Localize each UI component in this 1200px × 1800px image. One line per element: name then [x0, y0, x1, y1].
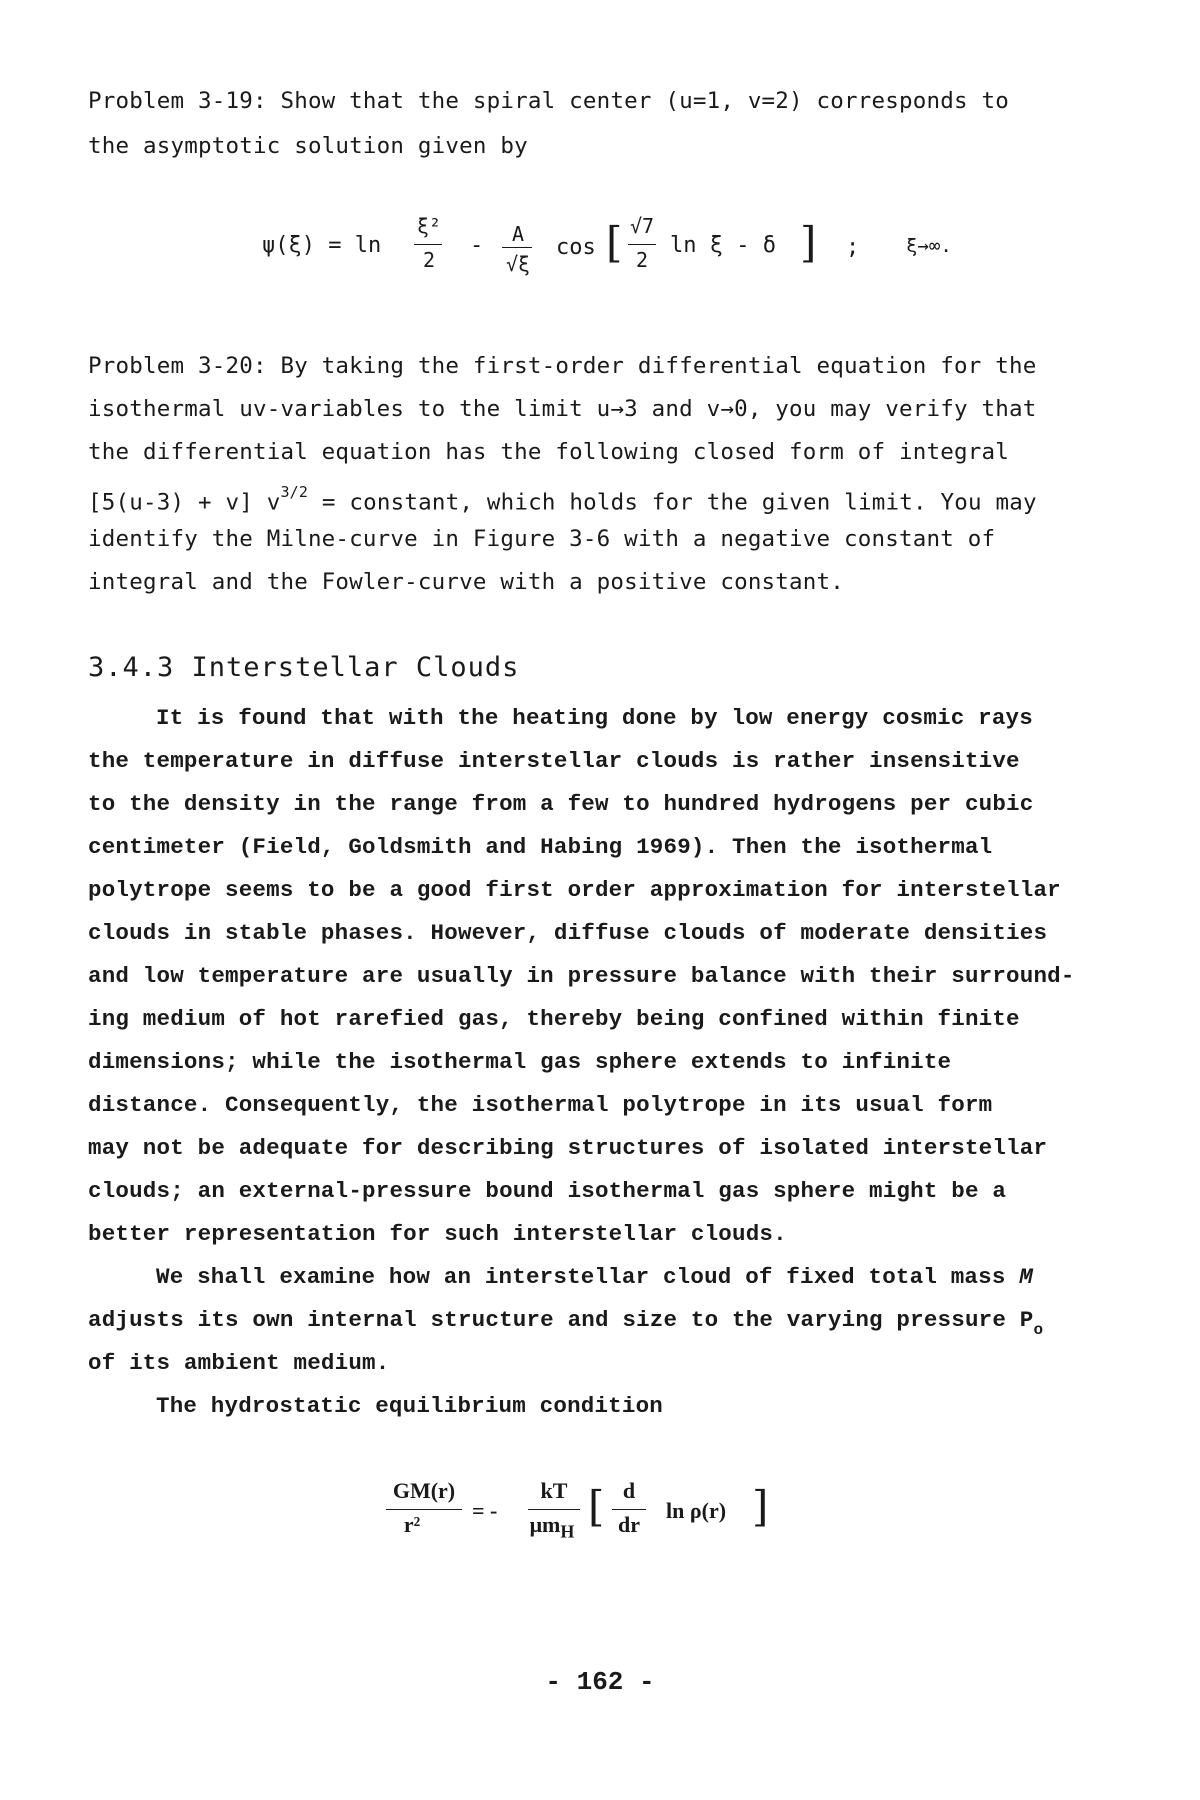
section-heading: 3.4.3 Interstellar Clouds [88, 652, 520, 683]
problem-3-19-line-1: Problem 3-19: Show that the spiral center (u=1, v=2) corresponds to [88, 88, 1009, 114]
eq1-open-bracket: [ [606, 218, 623, 267]
eq1-lhs: ψ(ξ) = ln [262, 233, 382, 258]
eq1-limit: ξ→∞. [906, 235, 952, 257]
eq1-frac1-bar [414, 244, 442, 245]
eq2-open-bracket: [ [588, 1482, 605, 1531]
paragraph-2-text: We shall examine how an interstellar cloud of fixed total mass [156, 1264, 1020, 1290]
paragraph-line: centimeter (Field, Goldsmith and Habing 1969). Then the isothermal [88, 834, 993, 860]
paragraph-line: It is found that with the heating done by low energy cosmic rays [156, 705, 1033, 731]
paragraph-2-text: adjusts its own internal structure and size to the varying pressure P [88, 1307, 1034, 1333]
problem-3-20-line-6: integral and the Fowler-curve with a positive constant. [88, 569, 845, 595]
eq1-inner: ln ξ - δ [670, 233, 776, 258]
paragraph-line: ing medium of hot rarefied gas, thereby being confined within finite [88, 1006, 1020, 1032]
eq2-equals: = - [472, 1498, 498, 1523]
problem-3-20-line-3: the differential equation has the following closed form of integral [88, 439, 1009, 465]
mass-symbol: M [1019, 1264, 1033, 1290]
eq2-rhs-den [522, 1512, 582, 1542]
paragraph-line: to the density in the range from a few to hundred hydrogens per cubic [88, 791, 1034, 817]
paragraph-line: clouds; an external-pressure bound isothermal gas sphere might be a [88, 1178, 1007, 1204]
paragraph-line: polytrope seems to be a good first order approximation for interstellar [88, 877, 1061, 903]
problem-3-20-line-4 [88, 481, 1037, 518]
paragraph-line: and low temperature are usually in pressure balance with their surround- [88, 963, 1075, 989]
eq1-frac3-den: 2 [635, 248, 649, 272]
eq1-frac2-bar [502, 247, 532, 248]
paragraph-2-line-3: of its ambient medium. [88, 1350, 390, 1376]
paragraph-3: The hydrostatic equilibrium condition [156, 1393, 663, 1419]
eq1-frac1-num: ξ² [416, 214, 442, 238]
eq2-subscript-h: H [560, 1521, 575, 1542]
pressure-subscript: o [1033, 1320, 1044, 1339]
eq1-frac2-num: A [511, 222, 525, 246]
eq1-semicolon: ; [846, 235, 860, 260]
eq1-frac1-den: 2 [422, 248, 436, 272]
paragraph-2-line-1 [156, 1262, 1033, 1292]
problem-3-20-line-2: isothermal uv-variables to the limit u→3 and v→0, you may verify that [88, 396, 1037, 422]
paragraph-line: the temperature in diffuse interstellar clouds is rather insensitive [88, 748, 1020, 774]
paragraph-2-line-2 [88, 1305, 1043, 1343]
eq2-d-num: d [622, 1478, 636, 1503]
page-number: - 162 - [545, 1667, 655, 1697]
eq1-minus: - [470, 233, 484, 258]
paragraph-line: may not be adequate for describing structures of isolated interstellar [88, 1135, 1048, 1161]
eq2-rhs-bar [528, 1509, 580, 1510]
eq2-lhs-bar [386, 1509, 462, 1510]
eq2-d-den: dr [618, 1512, 640, 1537]
paragraph-line: clouds in stable phases. However, diffuse clouds of moderate densities [88, 920, 1048, 946]
paragraph-line: better representation for such interstellar clouds. [88, 1221, 787, 1247]
line-4-rest: = constant, which holds for the given limit. You may [308, 489, 1037, 516]
problem-3-19-line-2: the asymptotic solution given by [88, 133, 528, 159]
eq1-frac3-bar [628, 244, 656, 245]
eq2-mu-m: μm [529, 1512, 561, 1537]
eq2-close-bracket: ] [752, 1482, 769, 1531]
eq2-lhs-den: r² [403, 1512, 421, 1537]
eq1-close-bracket: ] [800, 218, 817, 267]
eq2-d-bar [612, 1509, 646, 1510]
problem-3-20-line-1: Problem 3-20: By taking the first-order differential equation for the [88, 353, 1037, 379]
integral-expression: [5(u-3) + v] v [88, 489, 281, 516]
paragraph-line: dimensions; while the isothermal gas sphere extends to infinite [88, 1049, 952, 1075]
problem-3-20-line-5: identify the Milne-curve in Figure 3-6 with a negative constant of [88, 526, 996, 552]
eq2-ln-rho: ln ρ(r) [666, 1498, 727, 1523]
paragraph-line: distance. Consequently, the isothermal polytrope in its usual form [88, 1092, 993, 1118]
eq2-rhs-num: kT [540, 1478, 568, 1503]
eq1-frac2-den: √ξ [505, 252, 531, 276]
eq1-frac3-num: √7 [629, 214, 655, 238]
eq2-lhs-num: GM(r) [392, 1478, 456, 1503]
eq1-cos: cos [556, 235, 596, 260]
exponent-3-2: 3/2 [280, 483, 309, 501]
